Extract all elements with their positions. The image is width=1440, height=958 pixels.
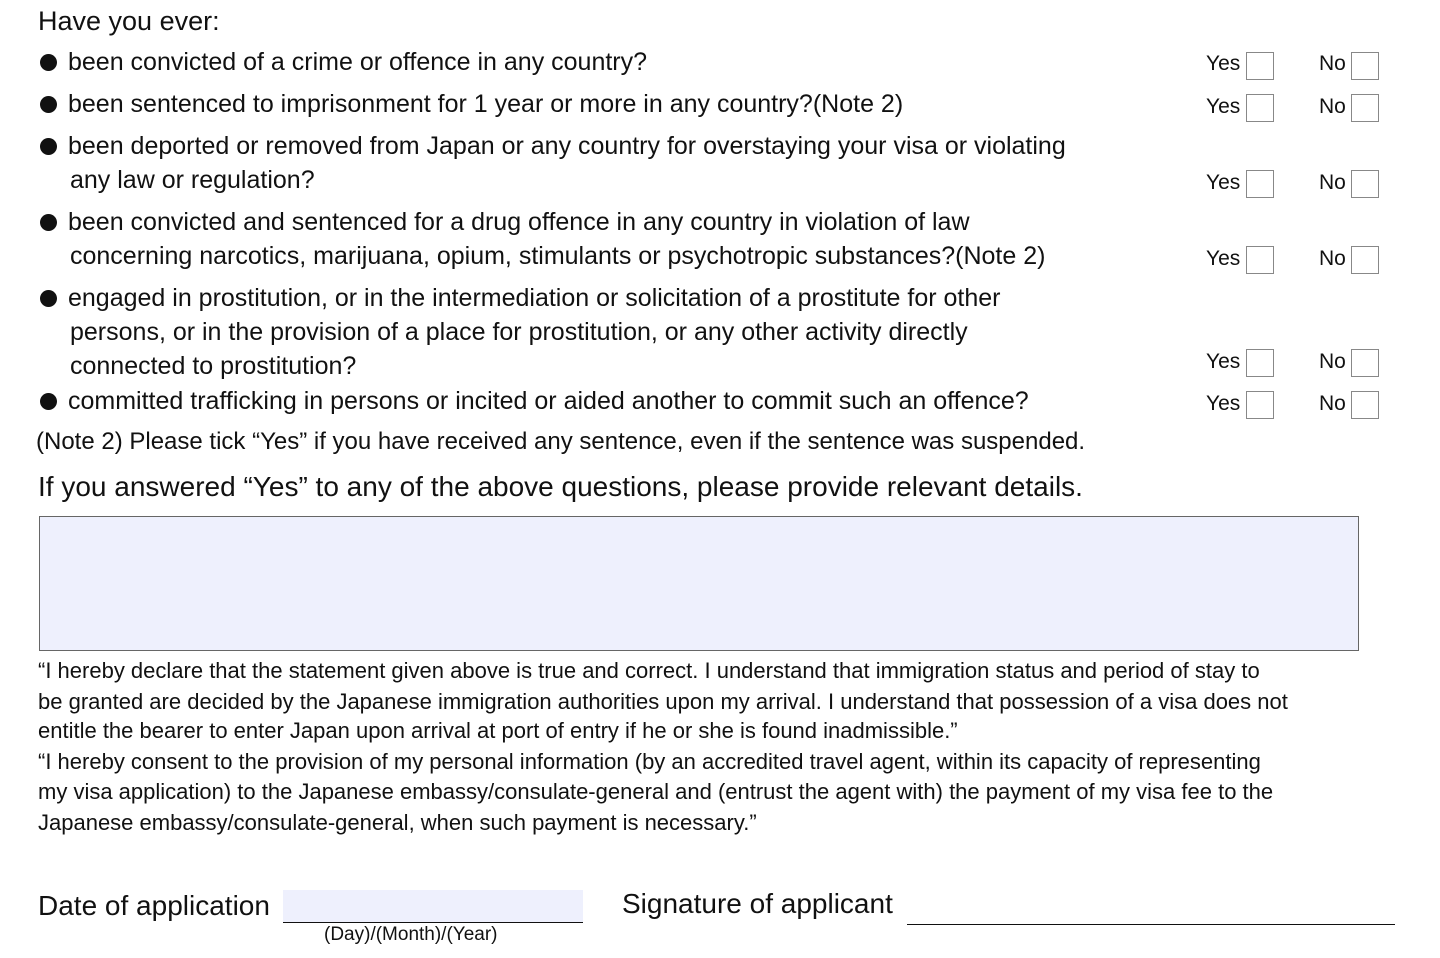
consent-line: Japanese embassy/consulate-general, when such payment is necessary.” [38,810,757,835]
bullet-icon [40,393,57,410]
yes-label: Yes [1206,350,1241,373]
bullet-icon [40,290,57,307]
consent-line: “I hereby consent to the provision of my personal information (by an accredited travel agent, within its capacity of representing [38,749,1261,774]
q4-yes-checkbox[interactable] [1246,246,1274,274]
intro-heading: Have you ever: [38,6,220,36]
no-label: No [1319,247,1346,270]
yes-label: Yes [1206,247,1241,270]
bullet-icon [40,96,57,113]
yes-label: Yes [1206,171,1241,194]
yes-label: Yes [1206,392,1241,415]
q1-no-checkbox[interactable] [1351,52,1379,80]
declaration-line: “I hereby declare that the statement given above is true and correct. I understand that immigration status and period of stay to [38,658,1260,683]
no-label: No [1319,171,1346,194]
q1-yes-checkbox[interactable] [1246,52,1274,80]
signature-label: Signature of applicant [622,888,893,919]
question-2 [38,87,1178,121]
question-text: any law or regulation? [70,166,315,194]
question-6 [38,384,1178,418]
bullet-icon [40,138,57,155]
q2-yes-checkbox[interactable] [1246,94,1274,122]
yes-label: Yes [1206,95,1241,118]
question-text: persons, or in the provision of a place for prostitution, or any other activity directly [70,318,968,346]
declaration-line: be granted are decided by the Japanese immigration authorities upon my arrival. I understand that possession of a visa does not [38,689,1288,714]
q3-no-checkbox[interactable] [1351,170,1379,198]
question-text: committed trafficking in persons or incited or aided another to commit such an offence? [68,387,1029,415]
declaration-line: entitle the bearer to enter Japan upon arrival at port of entry if he or she is found inadmissible.” [38,718,958,743]
q5-yes-checkbox[interactable] [1246,349,1274,377]
question-text: been convicted and sentenced for a drug offence in any country in violation of law [68,208,970,236]
q4-no-checkbox[interactable] [1351,246,1379,274]
no-label: No [1319,95,1346,118]
question-text: engaged in prostitution, or in the intermediation or solicitation of a prostitute for other [68,284,1001,312]
no-label: No [1319,350,1346,373]
question-text: concerning narcotics, marijuana, opium, stimulants or psychotropic substances?(Note 2) [70,242,1046,270]
question-4 [38,205,1178,273]
details-label: If you answered “Yes” to any of the above questions, please provide relevant details. [38,471,1083,502]
date-field[interactable] [283,890,583,923]
question-1 [38,45,1178,79]
bullet-icon [40,214,57,231]
question-text: been convicted of a crime or offence in any country? [68,48,648,76]
date-label: Date of application [38,890,270,921]
yes-label: Yes [1206,52,1241,75]
question-3 [38,129,1178,197]
q6-yes-checkbox[interactable] [1246,391,1274,419]
note-2: (Note 2) Please tick “Yes” if you have received any sentence, even if the sentence was suspended. [36,428,1086,455]
signature-line[interactable] [907,924,1395,925]
question-text: been deported or removed from Japan or any country for overstaying your visa or violating [68,132,1066,160]
question-text: been sentenced to imprisonment for 1 year or more in any country?(Note 2) [68,90,904,118]
q6-no-checkbox[interactable] [1351,391,1379,419]
no-label: No [1319,52,1346,75]
consent-line: my visa application) to the Japanese embassy/consulate-general and (entrust the agent with) the payment of my visa fee to the [38,779,1274,804]
q5-no-checkbox[interactable] [1351,349,1379,377]
no-label: No [1319,392,1346,415]
bullet-icon [40,54,57,71]
question-5 [38,281,1178,383]
details-textarea[interactable] [39,516,1359,651]
q3-yes-checkbox[interactable] [1246,170,1274,198]
q2-no-checkbox[interactable] [1351,94,1379,122]
question-text: connected to prostitution? [70,352,357,380]
date-format-hint: (Day)/(Month)/(Year) [324,924,498,945]
